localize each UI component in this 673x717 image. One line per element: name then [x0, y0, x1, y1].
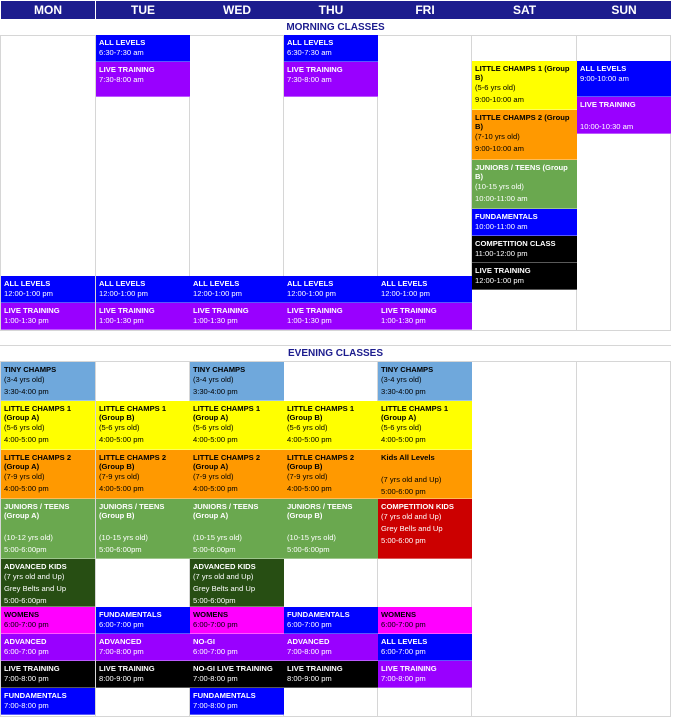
class-detail: 12:00-1:00 pm	[475, 276, 524, 285]
class-detail: 8:00-9:00 pm	[287, 674, 332, 683]
class-detail: 1:00-1:30 pm	[287, 316, 332, 325]
class-detail: 4:00-5:00 pm	[193, 435, 238, 444]
class-detail: 12:00-1:00 pm	[287, 289, 336, 298]
class-block	[1, 276, 95, 303]
class-detail: (3-4 yrs old)	[381, 375, 422, 384]
class-title: ALL LEVELS	[193, 279, 240, 288]
grid-line	[670, 362, 671, 717]
class-detail: 10:00-10:30 am	[580, 122, 634, 131]
class-title: LIVE TRAINING	[4, 664, 60, 673]
class-title: ALL LEVELS	[381, 279, 428, 288]
section-title-evening: EVENING CLASSES	[287, 348, 384, 359]
class-detail: (10-15 yrs old)	[193, 533, 242, 542]
class-title: WOMENS	[4, 610, 40, 619]
class-detail: (10-15 yrs old)	[287, 533, 336, 542]
class-detail: 12:00-1:00 pm	[193, 289, 242, 298]
class-block	[378, 450, 472, 499]
class-detail: 4:00-5:00 pm	[4, 435, 49, 444]
class-title: LIVE TRAINING	[287, 306, 343, 315]
class-block	[577, 61, 671, 97]
class-title: Kids All Levels	[381, 453, 435, 462]
class-detail: 1:00-1:30 pm	[381, 316, 426, 325]
class-detail: 6:00-7:00 pm	[99, 620, 144, 629]
class-block	[577, 97, 671, 134]
class-block	[378, 661, 472, 688]
class-title: NO-GI	[193, 637, 215, 646]
class-detail: (7 yrs old and Up)	[381, 475, 442, 484]
class-detail: 9:00-10:00 am	[475, 144, 524, 153]
class-block	[378, 607, 472, 634]
class-detail: 12:00-1:00 pm	[381, 289, 430, 298]
class-detail: 5:00-6:00pm	[4, 596, 47, 605]
class-block	[190, 362, 284, 401]
class-detail: 5:00-6:00pm	[4, 545, 47, 554]
class-detail: 5:00-6:00pm	[287, 545, 330, 554]
class-detail: 7:00-8:00 pm	[193, 701, 238, 710]
class-block	[472, 110, 577, 160]
class-block	[284, 607, 378, 634]
day-header-sat: SAT	[472, 1, 577, 19]
class-block	[1, 634, 95, 661]
class-title: LIVE TRAINING	[381, 306, 437, 315]
class-detail: 5:00-6:00pm	[193, 596, 236, 605]
class-title: FUNDAMENTALS	[287, 610, 350, 619]
class-detail	[193, 520, 281, 532]
class-detail: 11:00-12:00 pm	[475, 249, 528, 258]
class-title: COMPETITION CLASS	[475, 239, 556, 248]
class-detail: 1:00-1:30 pm	[193, 316, 238, 325]
class-block	[1, 362, 95, 401]
class-detail: 6:00-7:00 pm	[193, 647, 238, 656]
class-block	[472, 61, 577, 110]
class-block	[284, 634, 378, 661]
class-detail: 7:00-8:00 pm	[193, 674, 238, 683]
class-block	[284, 303, 378, 330]
class-title: ALL LEVELS	[4, 279, 51, 288]
grid-line	[0, 361, 671, 362]
class-block	[96, 35, 190, 62]
class-detail: 4:00-5:00 pm	[381, 435, 426, 444]
grid-line	[576, 362, 577, 717]
class-block	[1, 401, 95, 450]
class-detail: 7:00-8:00 pm	[287, 647, 332, 656]
class-detail: 7:00-8:00 pm	[99, 647, 144, 656]
class-block	[190, 401, 284, 450]
class-detail: 7:30-8:00 am	[287, 75, 332, 84]
class-block	[190, 276, 284, 303]
class-block	[190, 303, 284, 330]
class-detail: 6:00-7:00 pm	[287, 620, 332, 629]
class-title: ALL LEVELS	[99, 279, 146, 288]
class-detail: 4:00-5:00 pm	[99, 435, 144, 444]
class-title: ADVANCED	[4, 637, 47, 646]
class-detail: (7 yrs old and Up)	[193, 572, 254, 581]
class-title: LITTLE CHAMPS 2 (Group B)	[99, 453, 167, 471]
class-title: LITTLE CHAMPS 1 (Group A)	[4, 404, 72, 422]
class-block	[190, 499, 284, 559]
class-block	[472, 236, 577, 263]
class-title: ALL LEVELS	[580, 64, 627, 73]
class-block	[378, 362, 472, 401]
class-detail: Grey Belts and Up	[193, 584, 256, 593]
class-detail: (7-9 yrs old)	[99, 472, 140, 481]
class-detail: (5-6 yrs old)	[4, 423, 45, 432]
day-header-mon: MON	[1, 1, 95, 19]
class-title: JUNIORS / TEENS (Group B)	[287, 502, 353, 520]
class-detail: (10-15 yrs old)	[99, 533, 148, 542]
class-detail: 9:00-10:00 am	[580, 74, 629, 83]
class-block	[96, 401, 190, 450]
class-detail	[99, 520, 187, 532]
class-title: ADVANCED KIDS	[193, 562, 256, 571]
class-title: WOMENS	[381, 610, 417, 619]
class-detail: 3:30-4:00 pm	[193, 387, 238, 396]
class-detail: 5:00-6:00pm	[193, 545, 236, 554]
class-title: FUNDAMENTALS	[475, 212, 538, 221]
class-detail: 5:00-6:00 pm	[381, 487, 426, 496]
class-block	[472, 160, 577, 209]
class-block	[190, 450, 284, 499]
class-block	[284, 450, 378, 499]
class-title: LITTLE CHAMPS 1 (Group A)	[193, 404, 261, 422]
class-title: COMPETITION KIDS	[381, 502, 454, 511]
class-title: ADVANCED	[287, 637, 330, 646]
class-detail: (7 yrs old and Up)	[4, 572, 65, 581]
class-detail: 4:00-5:00 pm	[4, 484, 49, 493]
class-detail: (7-9 yrs old)	[4, 472, 45, 481]
class-detail: 6:00-7:00 pm	[381, 620, 426, 629]
class-detail: 6:00-7:00 pm	[4, 620, 49, 629]
class-block	[190, 607, 284, 634]
class-block	[190, 634, 284, 661]
class-title: ADVANCED	[99, 637, 142, 646]
class-title: LIVE TRAINING	[287, 664, 343, 673]
class-block	[1, 559, 95, 607]
class-detail: 7:30-8:00 am	[99, 75, 144, 84]
class-title: LITTLE CHAMPS 2 (Group A)	[4, 453, 72, 471]
class-detail: (5-6 yrs old)	[99, 423, 140, 432]
class-title: ALL LEVELS	[381, 637, 428, 646]
class-block	[96, 450, 190, 499]
class-detail: 6:00-7:00 pm	[193, 620, 238, 629]
day-header-tue: TUE	[96, 1, 190, 19]
class-block	[96, 303, 190, 330]
class-detail: 3:30-4:00 pm	[4, 387, 49, 396]
class-detail: (7-9 yrs old)	[193, 472, 234, 481]
class-detail: 3:30-4:00 pm	[381, 387, 426, 396]
class-title: LITTLE CHAMPS 1 (Group A)	[381, 404, 449, 422]
class-detail	[4, 520, 92, 532]
class-detail: 10:00-11:00 am	[475, 194, 528, 203]
class-title: LITTLE CHAMPS 1 (Group B)	[287, 404, 355, 422]
class-block	[378, 401, 472, 450]
class-detail: (10-15 yrs old)	[475, 182, 524, 191]
class-detail: 6:30-7:30 am	[99, 48, 144, 57]
class-detail: (5-6 yrs old)	[193, 423, 234, 432]
class-detail: (3-4 yrs old)	[193, 375, 234, 384]
class-title: ALL LEVELS	[287, 38, 334, 47]
class-block	[284, 401, 378, 450]
class-block	[378, 634, 472, 661]
class-block	[472, 263, 577, 290]
class-block	[190, 559, 284, 607]
class-detail: 1:00-1:30 pm	[99, 316, 144, 325]
class-title: LITTLE CHAMPS 2 (Group B)	[475, 113, 570, 131]
class-title: LIVE TRAINING	[287, 65, 343, 74]
class-title: ALL LEVELS	[99, 38, 146, 47]
class-title: LIVE TRAINING	[475, 266, 531, 275]
day-header-wed: WED	[190, 1, 284, 19]
class-title: LITTLE CHAMPS 2 (Group B)	[287, 453, 355, 471]
class-title: WOMENS	[193, 610, 229, 619]
class-title: NO-GI LIVE TRAINING	[193, 664, 273, 673]
class-title: TINY CHAMPS	[193, 365, 246, 374]
class-block	[378, 499, 472, 559]
class-detail: 12:00-1:00 pm	[4, 289, 53, 298]
class-detail: 4:00-5:00 pm	[287, 435, 332, 444]
class-detail: 5:00-6:00pm	[99, 545, 142, 554]
class-block	[1, 450, 95, 499]
class-block	[1, 303, 95, 330]
class-block	[96, 499, 190, 559]
class-title: LITTLE CHAMPS 1 (Group B)	[475, 64, 570, 82]
day-header-thu: THU	[284, 1, 378, 19]
day-header-sun: SUN	[577, 1, 671, 19]
class-detail: 12:00-1:00 pm	[99, 289, 148, 298]
class-detail: 4:00-5:00 pm	[99, 484, 144, 493]
class-block	[472, 209, 577, 236]
class-detail	[287, 520, 375, 532]
class-block	[96, 607, 190, 634]
class-detail	[580, 109, 668, 121]
class-detail: 5:00-6:00 pm	[381, 536, 426, 545]
class-detail: 4:00-5:00 pm	[193, 484, 238, 493]
class-title: LIVE TRAINING	[99, 65, 155, 74]
class-block	[284, 499, 378, 559]
class-block	[1, 499, 95, 559]
class-detail: 10:00-11:00 am	[475, 222, 528, 231]
class-title: LITTLE CHAMPS 1 (Group B)	[99, 404, 167, 422]
class-block	[1, 688, 95, 715]
class-detail: 4:00-5:00 pm	[287, 484, 332, 493]
class-detail: 6:00-7:00 pm	[4, 647, 49, 656]
class-detail: (5-6 yrs old)	[475, 83, 516, 92]
class-detail: 7:00-8:00 pm	[4, 674, 49, 683]
class-title: TINY CHAMPS	[381, 365, 434, 374]
class-title: TINY CHAMPS	[4, 365, 57, 374]
class-title: LIVE TRAINING	[99, 664, 155, 673]
class-block	[1, 661, 95, 688]
class-title: ADVANCED KIDS	[4, 562, 67, 571]
class-block	[284, 276, 378, 303]
class-title: JUNIORS / TEENS (Group A)	[193, 502, 259, 520]
class-title: LIVE TRAINING	[580, 100, 636, 109]
class-detail: (5-6 yrs old)	[381, 423, 422, 432]
class-detail: 6:00-7:00 pm	[381, 647, 426, 656]
class-title: ALL LEVELS	[287, 279, 334, 288]
class-detail: 1:00-1:30 pm	[4, 316, 49, 325]
class-block	[190, 688, 284, 715]
class-title: FUNDAMENTALS	[99, 610, 162, 619]
class-detail: 8:00-9:00 pm	[99, 674, 144, 683]
class-block	[1, 607, 95, 634]
class-detail: (10-12 yrs old)	[4, 533, 53, 542]
day-header-fri: FRI	[378, 1, 472, 19]
class-title: JUNIORS / TEENS (Group B)	[99, 502, 165, 520]
class-title: LIVE TRAINING	[381, 664, 437, 673]
grid-line	[0, 330, 671, 331]
class-title: FUNDAMENTALS	[193, 691, 256, 700]
class-detail: (7-10 yrs old)	[475, 132, 520, 141]
class-detail: 7:00-8:00 pm	[381, 674, 426, 683]
class-detail: Grey Bells and Up	[381, 524, 443, 533]
class-detail: (7-9 yrs old)	[287, 472, 328, 481]
class-detail	[381, 462, 469, 474]
class-detail: (5-6 yrs old)	[287, 423, 328, 432]
class-title: LIVE TRAINING	[193, 306, 249, 315]
class-detail: (3-4 yrs old)	[4, 375, 45, 384]
class-title: LITTLE CHAMPS 2 (Group A)	[193, 453, 261, 471]
class-block	[96, 276, 190, 303]
class-detail: Grey Belts and Up	[4, 584, 67, 593]
class-block	[96, 62, 190, 97]
class-title: LIVE TRAINING	[99, 306, 155, 315]
grid-line	[0, 345, 671, 346]
class-title: FUNDAMENTALS	[4, 691, 67, 700]
class-detail: 7:00-8:00 pm	[4, 701, 49, 710]
class-detail: 9:00-10:00 am	[475, 95, 524, 104]
section-title-morning: MORNING CLASSES	[286, 22, 385, 33]
class-block	[378, 276, 472, 303]
class-block	[284, 661, 378, 688]
class-detail: (7 yrs old and Up)	[381, 512, 442, 521]
class-title: JUNIORS / TEENS (Group B)	[475, 163, 568, 181]
class-block	[284, 35, 378, 62]
class-block	[96, 661, 190, 688]
class-title: JUNIORS / TEENS (Group A)	[4, 502, 70, 520]
class-block	[96, 634, 190, 661]
class-detail: 6:30-7:30 am	[287, 48, 332, 57]
class-block	[284, 62, 378, 97]
class-title: LIVE TRAINING	[4, 306, 60, 315]
class-block	[190, 661, 284, 688]
class-block	[378, 303, 472, 330]
